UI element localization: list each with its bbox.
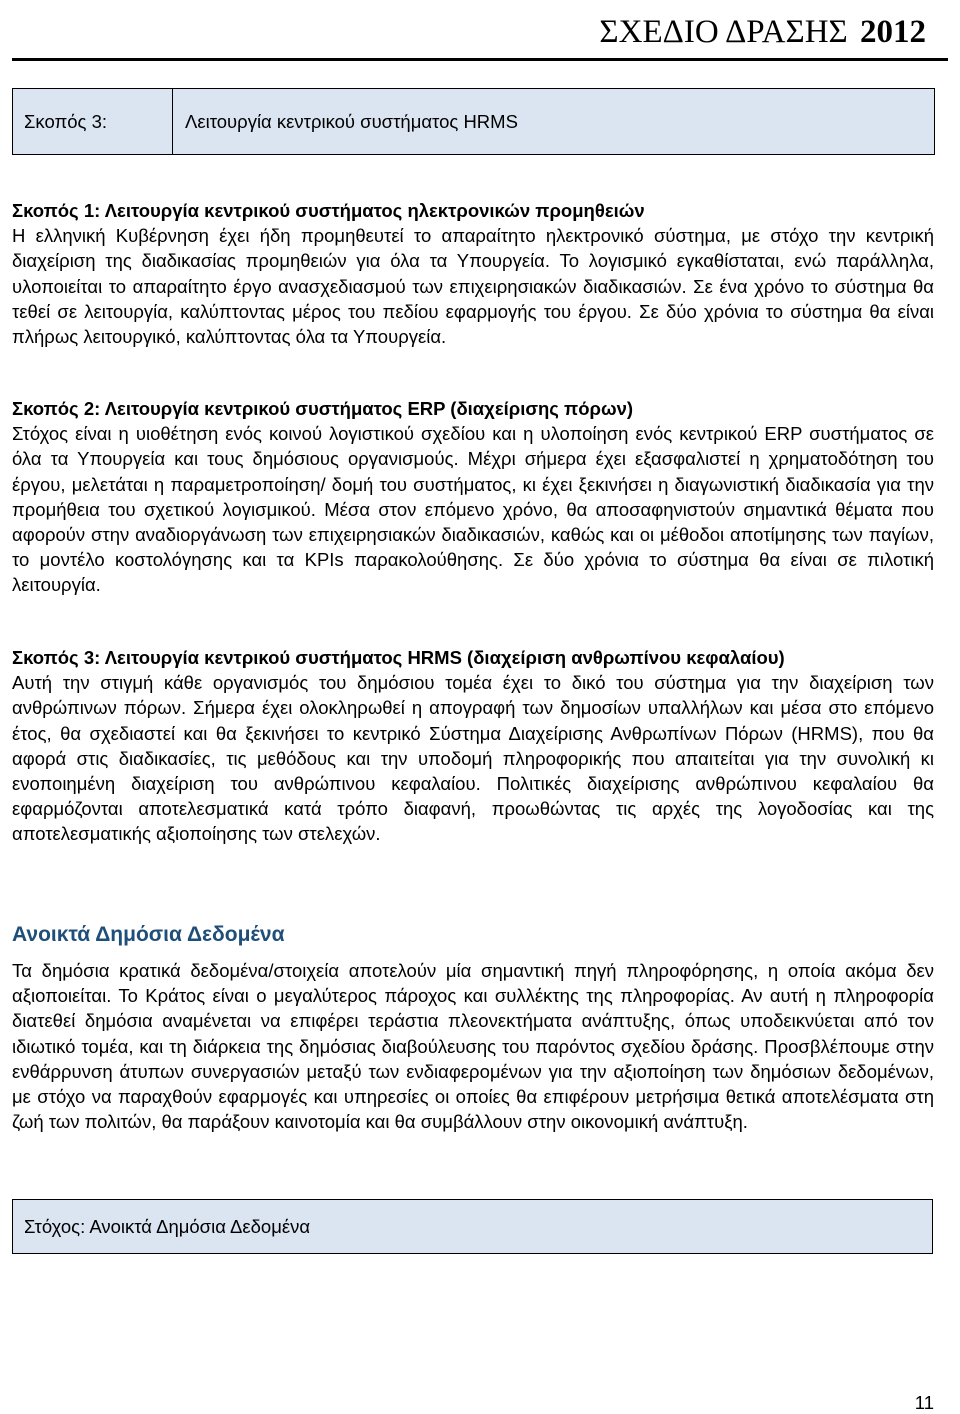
open-data-heading: Ανοικτά Δημόσια Δεδομένα: [12, 923, 285, 946]
goal-1-section: [12, 198, 934, 349]
goal-box: [12, 88, 935, 155]
target-box: Στόχος: Ανοικτά Δημόσια Δεδομένα: [12, 1199, 933, 1254]
goal-1-body: Η ελληνική Κυβέρνηση έχει ήδη προμηθευτεί το απαραίτητο ηλεκτρονικό σύστημα, με στόχο την κεντρική διαχείριση της διαδικασίας προμηθειών για όλα τα Υπουργεία. Το λογισμικό εγκαθίσταται, ενώ παράλληλα, υλοποιείται το απαραίτητο έργο ανασχεδιασμού των επιχειρησιακών διαδικασιών. Σε ένα χρόνο το σύστημα θα τεθεί σε λειτουργία, καλύπτοντας μέρος του πεδίου εφαρμογής του έργου. Σε δύο χρόνια το σύστημα θα είναι πλήρως λειτουργικό, καλύπτοντας όλα τα Υπουργεία.: [12, 225, 934, 348]
goal-2-section: [12, 396, 934, 598]
goal-3-body: Αυτή την στιγμή κάθε οργανισμός του δημόσιου τομέα έχει το δικό του σύστημα για την διαχείριση των ανθρώπινων πόρων. Σήμερα έχει ολοκληρωθεί η απογραφή των δημοσίων υπαλλήλων και μέσα στο επόμενο έτος, θα σχεδιαστεί και θα ξεκινήσει το κεντρικό Σύστημα Διαχείρισης Ανθρωπίνων Πόρων (HRMS), που θα αφορά στις διαδικασίες, τις μεθόδους και την υποδομή πληροφορικής που απαιτείται για την συνολική κι ενοποιημένη διαχείριση του ανθρώπινου κεφαλαίου. Πολιτικές διαχείρισης ανθρώπινου κεφαλαίου θα εφαρμόζονται αποτελεσματικά κατά τρόπο διαφανή, προωθώντας τις αρχές της λογοδοσίας και της αποτελεσματικής αξιοποίησης των στελεχών.: [12, 672, 934, 845]
page-number: 11: [914, 1392, 934, 1413]
goal-2-title: Σκοπός 2: Λειτουργία κεντρικού συστήματος ERP (διαχείρισης πόρων): [12, 398, 634, 419]
goal-3-title: Σκοπός 3: Λειτουργία κεντρικού συστήματος HRMS (διαχείριση ανθρωπίνου κεφαλαίου): [12, 647, 785, 668]
open-data-body: Τα δημόσια κρατικά δεδομένα/στοιχεία αποτελούν μία σημαντική πηγή πληροφόρησης, η οποία ακόμα δεν αξιοποιείται. Το Κράτος είναι ο μεγαλύτερος πάροχος και συλλέκτης της πληροφορίας. Αν αυτή η πληροφορία διατεθεί δημόσια αναμένεται να επιφέρει τεράστια πλεονεκτήματα ανάπτυξης, όπως υποδεικνύεται από τον ιδιωτικό τομέα, και τη διάρκεια της δημόσιας διαβούλευσης του παρόντος σχεδίου δράσης. Προσβλέπουμε στην ενθάρρυνση άτυπων συνεργασιών μεταξύ των ενδιαφερομένων για την αξιοποίηση των δημόσιων δεδομένων, με στόχο να παραχθούν εφαρμογές και υπηρεσίες οι οποίες θα επιφέρουν μετρήσιμα θετικά αποτελέσματα στη ζωή των πολιτών, θα παράξουν καινοτομία και θα συμβάλλουν στην οικονομική ανάπτυξη.: [12, 960, 934, 1133]
header-rule: [12, 58, 948, 61]
header-year: 2012: [860, 14, 926, 50]
goal-box-value: Λειτουργία κεντρικού συστήματος HRMS: [185, 110, 518, 132]
page-header: [599, 8, 926, 56]
goal-box-label: Σκοπός 3:: [13, 89, 173, 154]
open-data-section: [12, 922, 934, 1134]
goal-1-title: Σκοπός 1: Λειτουργία κεντρικού συστήματος ηλεκτρονικών προμηθειών: [12, 200, 645, 221]
header-title: ΣΧΕΔΙΟ ΔΡΑΣΗΣ: [599, 14, 848, 50]
goal-2-body: Στόχος είναι η υιοθέτηση ενός κοινού λογιστικού σχεδίου και η υλοποίηση ενός κεντρικού ERP συστήματος σε όλα τα Υπουργεία και τους δημόσιους οργανισμούς. Μέχρι σήμερα έχει εξασφαλιστεί η χρηματοδότηση του έργου, μελετάται η παραμετροποίηση/ δομή του συστήματος, κι έχει ξεκινήσει η διαγωνιστική διαδικασία για την προμήθεια του σχετικού λογισμικού. Μέσα στον επόμενο χρόνο, θα αποσαφηνιστούν σημαντικά θέματα που αφορούν στην αναδιοργάνωση των επιχειρησιακών διαδικασιών, καθώς και οι μέθοδοι αποτίμησης των παγίων, το μοντέλο κοστολόγησης και τα KPIs παρακολούθησης. Σε δύο χρόνια το σύστημα θα είναι σε πιλοτική λειτουργία.: [12, 423, 934, 596]
goal-3-section: [12, 645, 934, 847]
